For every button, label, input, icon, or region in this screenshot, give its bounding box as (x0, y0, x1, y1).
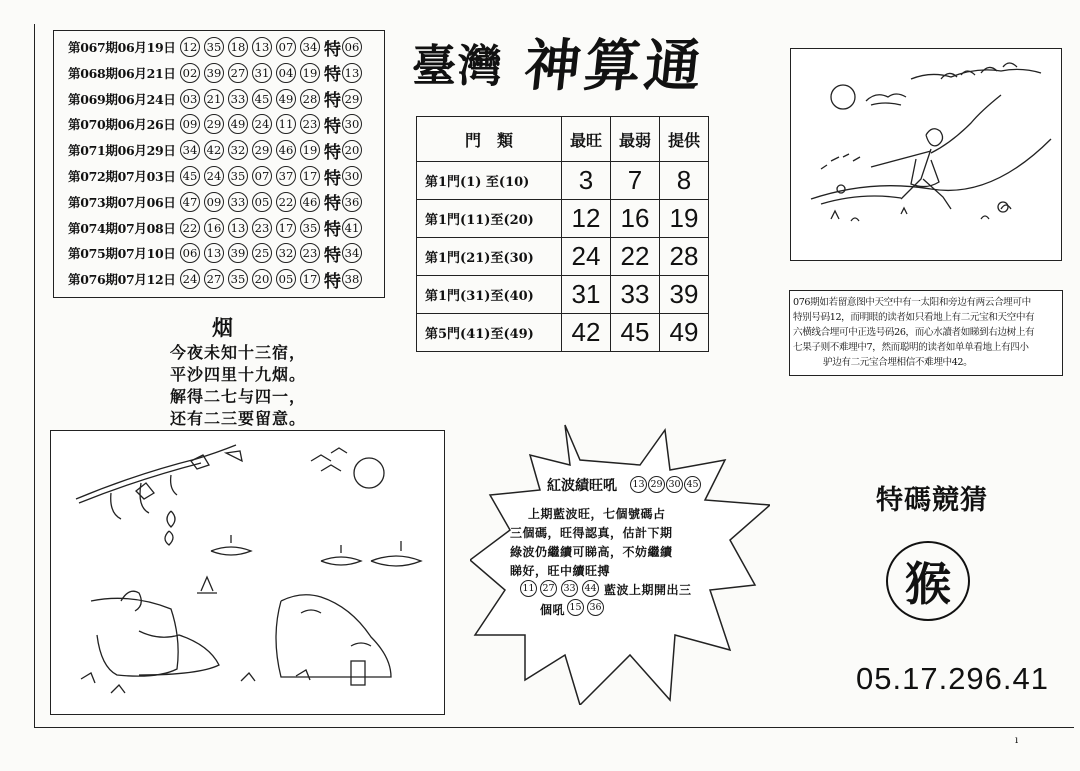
result-number-ball: 29 (252, 140, 272, 160)
number-group-table (416, 116, 709, 352)
special-label: 特 (324, 168, 341, 189)
result-number-ball: 05 (252, 192, 272, 212)
result-number-ball: 19 (300, 63, 320, 83)
header-coldest: 最弱 (611, 117, 660, 162)
special-label: 特 (324, 220, 341, 241)
result-number-ball: 17 (276, 218, 296, 238)
poem-line: 解得二七与四一， (170, 387, 307, 406)
result-number-ball: 47 (180, 192, 200, 212)
note-line: 076期如若留意图中天空中有一太阳和旁边有两云合埋可中 (793, 297, 1031, 308)
result-number-ball: 45 (180, 166, 200, 186)
result-number-ball: 09 (180, 114, 200, 134)
bottom-border-line (34, 727, 1074, 728)
special-label: 特 (324, 142, 341, 163)
note-line: 驴边有二元宝合埋相信不难埋中42。 (823, 357, 973, 368)
special-label: 特 (324, 39, 341, 60)
title-taiwan: 臺灣 (412, 41, 504, 92)
zodiac-animal: 猴 (886, 541, 970, 621)
illustration-warrior (790, 48, 1062, 261)
special-label: 特 (324, 116, 341, 137)
result-period: 第067期06月19日 (68, 40, 176, 55)
result-period: 第070期06月26日 (68, 117, 176, 133)
result-number-ball: 34 (180, 140, 200, 160)
left-border-line (34, 24, 35, 728)
result-row (54, 189, 366, 215)
special-number-ball: 29 (342, 89, 362, 109)
result-number-ball: 17 (300, 166, 320, 186)
star-title-ball: 45 (684, 476, 701, 493)
result-number-ball: 22 (180, 218, 200, 238)
result-number-ball: 46 (300, 192, 320, 212)
special-number-ball: 13 (342, 63, 362, 83)
result-number-ball: 27 (228, 63, 248, 83)
star-text-line: 綠波仍繼續可睇高，不妨繼續 (510, 545, 673, 559)
note-line: 六横线合埋可中正选号码26，而心水讀者如睇到右边树上有 (793, 327, 1035, 338)
result-row (54, 60, 366, 86)
poem-title: 烟 (212, 315, 233, 340)
result-period: 第069期06月24日 (68, 91, 176, 107)
poem-line: 还有二三要留意。 (170, 409, 307, 428)
result-number-ball: 03 (180, 89, 200, 109)
special-number-ball: 20 (342, 140, 362, 160)
result-number-ball: 17 (300, 269, 320, 289)
result-number-ball: 04 (276, 63, 296, 83)
result-number-ball: 35 (300, 218, 320, 238)
special-label: 特 (324, 91, 341, 112)
special-label: 特 (324, 65, 341, 86)
result-number-ball: 24 (204, 166, 224, 186)
result-number-ball: 32 (276, 243, 296, 263)
result-row (54, 86, 366, 112)
poem-line: 平沙四里十九烟。 (170, 365, 307, 384)
special-number-ball: 38 (342, 269, 362, 289)
table-row: 第1門(21)至(30) 24 22 28 (417, 238, 709, 276)
result-number-ball: 24 (180, 269, 200, 289)
result-number-ball: 35 (228, 166, 248, 186)
result-number-ball: 42 (204, 140, 224, 160)
result-number-ball: 25 (252, 243, 272, 263)
result-number-ball: 31 (252, 63, 272, 83)
result-number-ball: 11 (276, 114, 296, 134)
result-number-ball: 49 (276, 89, 296, 109)
header-category: 門 類 (417, 117, 562, 162)
result-row (54, 215, 366, 241)
result-row (54, 137, 366, 163)
result-period: 第072期07月03日 (68, 169, 176, 184)
result-number-ball: 07 (276, 37, 296, 57)
result-number-ball: 37 (276, 166, 296, 186)
result-number-ball: 32 (228, 140, 248, 160)
special-label: 特 (324, 271, 341, 292)
note-line: 七果子则不难埋中7，然而聪明的读者如单单看地上有四小 (793, 342, 1029, 353)
result-number-ball: 29 (204, 114, 224, 134)
star-ball: 36 (587, 599, 604, 616)
table-row: 第5門(41)至(49) 42 45 49 (417, 314, 709, 352)
result-row (54, 240, 366, 266)
result-number-ball: 20 (252, 269, 272, 289)
result-number-ball: 23 (300, 243, 320, 263)
star-title-ball: 13 (630, 476, 647, 493)
results-history-box (53, 30, 385, 298)
warrior-drawing (791, 49, 1061, 260)
result-number-ball: 23 (252, 218, 272, 238)
result-number-ball: 21 (204, 89, 224, 109)
result-number-ball: 02 (180, 63, 200, 83)
result-period: 第075期07月10日 (68, 246, 176, 262)
table-row: 第1門(11)至(20) 12 16 19 (417, 200, 709, 238)
result-number-ball: 27 (204, 269, 224, 289)
result-number-ball: 35 (228, 269, 248, 289)
result-number-ball: 45 (252, 89, 272, 109)
result-number-ball: 09 (204, 192, 224, 212)
special-label: 特 (324, 194, 341, 215)
result-number-ball: 22 (276, 192, 296, 212)
star-ball: 33 (561, 580, 578, 597)
result-number-ball: 24 (252, 114, 272, 134)
result-period: 第071期06月29日 (68, 143, 176, 159)
result-number-ball: 18 (228, 37, 248, 57)
sage-drawing (51, 431, 444, 714)
special-label: 特 (324, 245, 341, 266)
special-number-ball: 30 (342, 166, 362, 186)
special-number-ball: 34 (342, 243, 362, 263)
result-number-ball: 39 (228, 243, 248, 263)
result-number-ball: 13 (252, 37, 272, 57)
result-number-ball: 13 (228, 218, 248, 238)
result-number-ball: 13 (204, 243, 224, 263)
star-ball: 44 (582, 580, 599, 597)
result-period: 第074期07月08日 (68, 220, 176, 236)
result-number-ball: 19 (300, 140, 320, 160)
result-number-ball: 16 (204, 218, 224, 238)
star-ball: 27 (540, 580, 557, 597)
table-row: 第1門(1) 至(10) 3 7 8 (417, 162, 709, 200)
result-period: 第073期07月06日 (68, 194, 176, 210)
illustration-sage (50, 430, 445, 715)
result-row (54, 163, 366, 189)
hint-note-box (789, 290, 1063, 376)
star-title: 紅波績旺吼 (547, 478, 617, 494)
special-number-ball: 36 (342, 192, 362, 212)
star-text-line: 睇好，旺中續旺搏 (510, 564, 611, 578)
result-number-ball: 33 (228, 89, 248, 109)
special-number-ball: 41 (342, 218, 362, 238)
star-text-line: 個吼 (540, 603, 566, 617)
guess-code-number: 05.17.296.41 (856, 661, 1050, 696)
result-period: 第076期07月12日 (68, 272, 176, 288)
result-period: 第068期06月21日 (68, 65, 176, 81)
poem-line: 今夜未知十三宿， (170, 343, 307, 362)
title-shensuantong: 神算通 (521, 33, 709, 99)
result-number-ball: 35 (204, 37, 224, 57)
result-number-ball: 28 (300, 89, 320, 109)
special-number-ball: 06 (342, 37, 362, 57)
result-number-ball: 05 (276, 269, 296, 289)
result-number-ball: 34 (300, 37, 320, 57)
star-title-ball: 30 (666, 476, 683, 493)
header-provided: 提供 (660, 117, 709, 162)
result-row (54, 266, 366, 292)
result-row (54, 34, 366, 60)
result-row (54, 111, 366, 137)
special-number-ball: 30 (342, 114, 362, 134)
result-number-ball: 06 (180, 243, 200, 263)
result-number-ball: 46 (276, 140, 296, 160)
header-hottest: 最旺 (562, 117, 611, 162)
star-text-line: 上期藍波旺，七個號碼占 (528, 507, 666, 521)
result-number-ball: 49 (228, 114, 248, 134)
table-row: 第1門(31)至(40) 31 33 39 (417, 276, 709, 314)
result-number-ball: 07 (252, 166, 272, 186)
corner-mark: ı (1015, 735, 1019, 746)
result-number-ball: 12 (180, 37, 200, 57)
note-line: 特别号码12，而明眼的读者如只看地上有二元宝和天空中有 (793, 312, 1035, 323)
star-ball: 15 (567, 599, 584, 616)
result-number-ball: 33 (228, 192, 248, 212)
special-code-guess-title: 特碼競猜 (876, 485, 988, 516)
star-title-ball: 29 (648, 476, 665, 493)
star-ball: 11 (520, 580, 537, 597)
star-text-line: 三個碼，旺得認真，估計下期 (510, 526, 673, 540)
result-number-ball: 23 (300, 114, 320, 134)
star-text-line: 藍波上期開出三 (604, 583, 692, 597)
result-number-ball: 39 (204, 63, 224, 83)
